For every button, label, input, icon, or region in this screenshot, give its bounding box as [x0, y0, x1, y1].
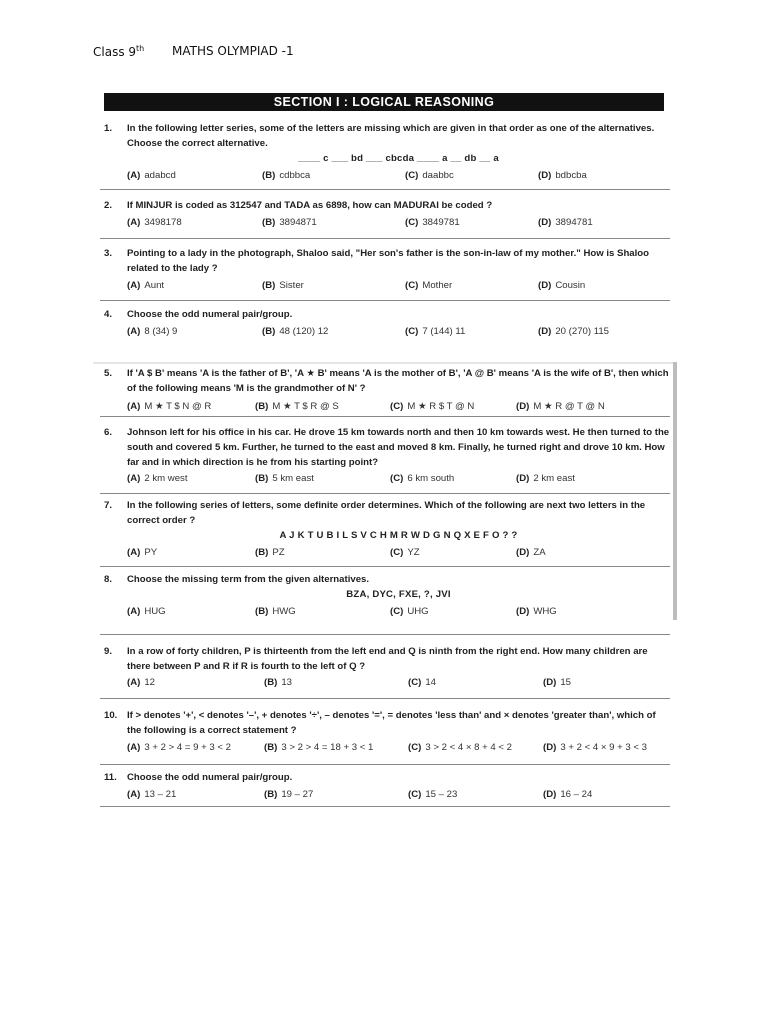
question-11: 11. Choose the odd numeral pair/group. (A) 13 – 21 (B) 19 – 27 (C) 15 – 23 (D) 16 – 24 — [104, 770, 670, 802]
options — [127, 787, 670, 802]
option-d[interactable]: (D) bdbcba — [538, 170, 587, 181]
option-c[interactable]: (C) 14 — [408, 677, 436, 688]
option-b[interactable]: (B) 3894871 — [262, 217, 317, 228]
option-d[interactable]: (D) 20 (270) 115 — [538, 326, 610, 337]
option-b[interactable]: (B) 5 km east — [255, 473, 314, 484]
option-c[interactable]: (C) 3849781 — [405, 217, 460, 228]
option-b[interactable]: (B) 3 > 2 > 4 = 18 + 3 < 1 — [264, 742, 374, 753]
option-a[interactable]: (A) 12 — [127, 677, 155, 688]
option-b[interactable]: (B) HWG — [255, 606, 296, 617]
option-b[interactable]: (B) Sister — [262, 280, 304, 291]
options — [127, 168, 670, 183]
options — [127, 675, 670, 690]
option-b[interactable]: (B) 13 — [264, 677, 292, 688]
options — [127, 471, 670, 486]
option-a[interactable]: (A) HUG — [127, 606, 166, 617]
option-d[interactable]: (D) 3 + 2 < 4 × 9 + 3 < 3 — [543, 742, 648, 753]
option-d[interactable]: (D) 15 — [543, 677, 571, 688]
option-d[interactable]: (D) 2 km east — [516, 473, 575, 484]
option-c[interactable]: (C) 6 km south — [390, 473, 455, 484]
option-c[interactable]: (C) Mother — [405, 280, 453, 291]
letter-series: ____ c ___ bd ___ cbcda ____ a __ db __ a — [298, 153, 499, 164]
term-series: BZA, DYC, FXE, ?, JVI — [346, 589, 451, 600]
option-b[interactable]: (B) cdbbca — [262, 170, 311, 181]
options — [127, 399, 670, 414]
olympiad-title: MATHS OLYMPIAD -1 — [172, 44, 294, 58]
question-3: 3. Pointing to a lady in the photograph, Shaloo said, "Her son's father is the son-in-law of my mother." How is Shaloo related to the lady ? (A) Aunt (B) Sister (C) Mother (D) Cousin — [104, 246, 670, 293]
question-7: 7. In the following series of letters, some definite order determines. Which of the following are next two letters in the correct order ? A J K T U B I L S V C H M R W D G N Q X E F O ? ? (A) PY (B) PZ (C) YZ (D) ZA — [104, 498, 670, 560]
question-6: 6. Johnson left for his office in his car. He drove 15 km towards north and then 10 km towards west. He then turned to the south and covered 5 km. Further, he turned to the east and moved 8 km. Finally, he turned right and drove 10 km. How far and in which direction is he from his starting point? (A) 2 km west (B) 5 km east (C) 6 km south (D) 2 km east — [104, 427, 670, 484]
option-c[interactable]: (C) daabbc — [405, 170, 454, 181]
divider — [100, 493, 670, 494]
option-d[interactable]: (D) 3894781 — [538, 217, 593, 228]
option-a[interactable]: (A) 3 + 2 > 4 = 9 + 3 < 2 — [127, 742, 232, 753]
option-d[interactable]: (D) Cousin — [538, 280, 586, 291]
option-a[interactable]: (A) 13 – 21 — [127, 789, 177, 800]
option-b[interactable]: (B) 19 – 27 — [264, 789, 314, 800]
option-d[interactable]: (D) M ★ R @ T @ N — [516, 401, 605, 412]
options — [127, 215, 670, 230]
option-b[interactable]: (B) M ★ T $ R @ S — [255, 401, 339, 412]
divider — [100, 806, 670, 807]
option-d[interactable]: (D) ZA — [516, 547, 546, 558]
divider — [100, 189, 670, 190]
option-a[interactable]: (A) M ★ T $ N @ R — [127, 401, 212, 412]
option-a[interactable]: (A) 2 km west — [127, 473, 188, 484]
question-1: 1. In the following letter series, some of the letters are missing which are given in that order as one of the alternatives. Choose the correct alternative. ____ c ___ bd ___ cbcda ____ a __ db __ a (A) adabcd (B) cdbbca (C) daabbc (D) bdbcba — [104, 121, 670, 183]
option-a[interactable]: (A) PY — [127, 547, 158, 558]
question-8: 8. Choose the missing term from the given alternatives. BZA, DYC, FXE, ?, JVI (A) HUG (B) HWG (C) UHG (D) WHG — [104, 572, 670, 619]
section-title: SECTION I : LOGICAL REASONING — [104, 93, 664, 111]
option-c[interactable]: (C) YZ — [390, 547, 420, 558]
divider — [100, 634, 670, 635]
divider — [100, 238, 670, 239]
question-2: 2. If MINJUR is coded as 312547 and TADA as 6898, how can MADURAI be coded ? (A) 3498178 (B) 3894871 (C) 3849781 (D) 3894781 — [104, 198, 670, 230]
option-d[interactable]: (D) WHG — [516, 606, 557, 617]
option-a[interactable]: (A) 3498178 — [127, 217, 182, 228]
question-9: 9. In a row of forty children, P is thirteenth from the left end and Q is ninth from the right end. How many children are there between P and R if R is fourth to the left of Q ? (A) 12 (B) 13 (C) 14 (D) 15 — [104, 644, 670, 690]
options — [127, 278, 670, 293]
letter-series: A J K T U B I L S V C H M R W D G N Q X E F O ? ? — [279, 530, 518, 541]
option-c[interactable]: (C) M ★ R $ T @ N — [390, 401, 475, 412]
scan-edge — [93, 362, 677, 364]
option-b[interactable]: (B) PZ — [255, 547, 285, 558]
option-d[interactable]: (D) 16 – 24 — [543, 789, 593, 800]
divider — [100, 566, 670, 567]
scan-side-shadow — [673, 362, 677, 620]
option-a[interactable]: (A) adabcd — [127, 170, 176, 181]
options — [127, 604, 670, 619]
options — [127, 740, 670, 755]
question-4: 4. Choose the odd numeral pair/group. (A) 8 (34) 9 (B) 48 (120) 12 (C) 7 (144) 11 (D) 20 (270) 115 — [104, 307, 670, 339]
divider — [100, 300, 670, 301]
options — [127, 545, 670, 560]
option-a[interactable]: (A) 8 (34) 9 — [127, 326, 178, 337]
option-b[interactable]: (B) 48 (120) 12 — [262, 326, 329, 337]
option-c[interactable]: (C) 7 (144) 11 — [405, 326, 466, 337]
option-c[interactable]: (C) UHG — [390, 606, 429, 617]
question-5: 5. If 'A $ B' means 'A is the father of B', 'A ★ B' means 'A is the mother of B', 'A @ B' means 'A is the wife of B', then which of the following means 'M is the grandmother of N' ? (A) M ★ T $ N @ R (B) M ★ T $ R @ S (C) M ★ R $ T @ N (D) M ★ R @ T @ N — [104, 368, 669, 412]
option-a[interactable]: (A) Aunt — [127, 280, 165, 291]
divider — [100, 698, 670, 699]
option-c[interactable]: (C) 3 > 2 < 4 × 8 + 4 < 2 — [408, 742, 513, 753]
option-c[interactable]: (C) 15 – 23 — [408, 789, 458, 800]
divider — [100, 416, 670, 417]
options — [127, 324, 670, 339]
divider — [100, 764, 670, 765]
class-label: Class 9th — [93, 44, 145, 59]
question-10: 10. If > denotes '+', < denotes '–', + denotes '÷', – denotes '=', = denotes 'less than' and × denotes 'greater than', which of the following is a correct statement ? (A) 3 + 2 > 4 = 9 + 3 < 2 (B) 3 > 2 > 4 = 18 + 3 < 1 (C) 3 > 2 < 4 × 8 + 4 < 2 (D) 3 + 2 < 4 × 9 + 3 < 3 — [104, 708, 670, 755]
